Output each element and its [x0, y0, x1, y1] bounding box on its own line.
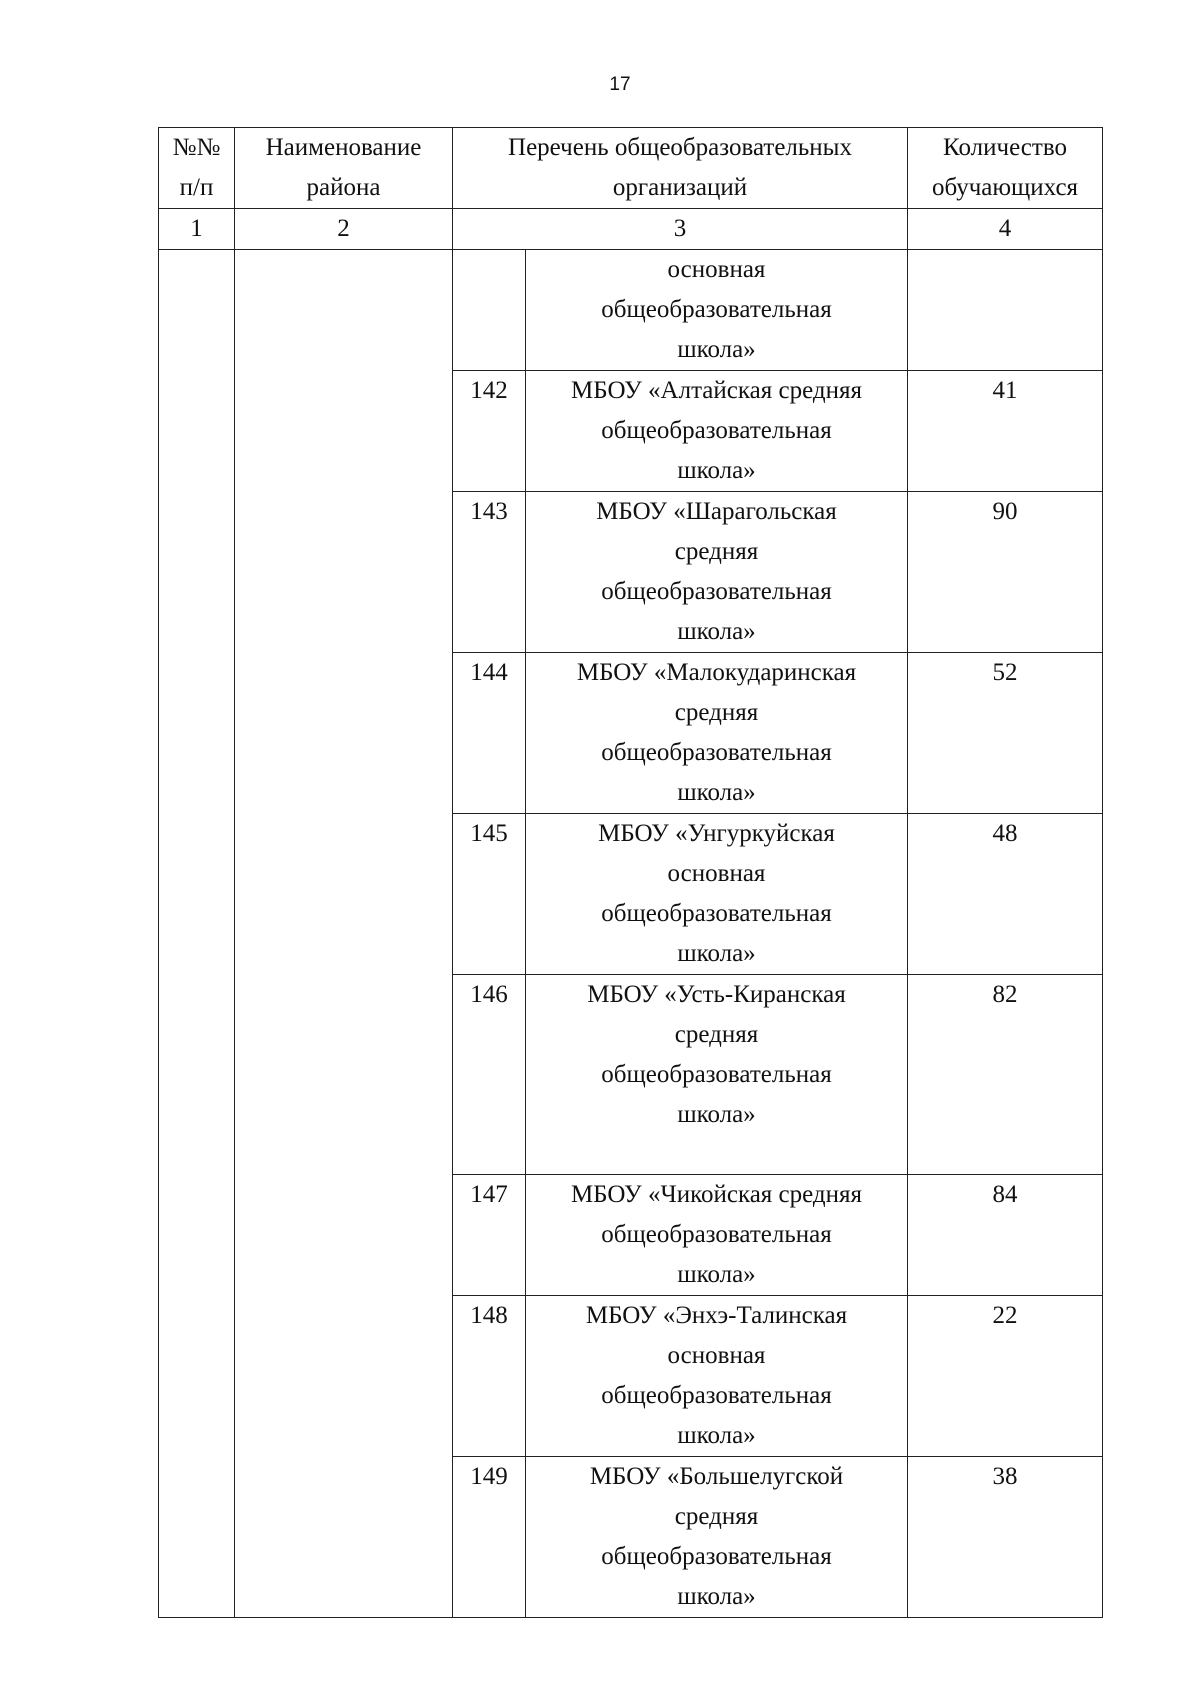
column-number-row	[159, 209, 1103, 250]
column-number: 4	[908, 209, 1103, 250]
header-student-count: Количество обучающихся	[908, 128, 1103, 209]
student-count	[908, 250, 1103, 371]
school-name: МБОУ «Энхэ-Талинская основная общеобразовательная школа»	[526, 1296, 908, 1457]
schools-table	[158, 127, 1103, 1618]
item-number: 142	[453, 371, 526, 492]
item-number: 145	[453, 814, 526, 975]
column-number: 1	[159, 209, 235, 250]
school-name: МБОУ «Усть-Киранская средняя общеобразовательная школа»	[526, 975, 908, 1175]
student-count: 38	[908, 1457, 1103, 1618]
school-name: МБОУ «Алтайская средняя общеобразовательная школа»	[526, 371, 908, 492]
column-number: 2	[235, 209, 453, 250]
row-number-cell-empty	[159, 250, 235, 1618]
student-count: 48	[908, 814, 1103, 975]
school-name: основная общеобразовательная школа»	[526, 250, 908, 371]
item-number: 144	[453, 653, 526, 814]
student-count: 82	[908, 975, 1103, 1175]
item-number: 149	[453, 1457, 526, 1618]
school-name: МБОУ «Большелугской средняя общеобразовательная школа»	[526, 1457, 908, 1618]
student-count: 52	[908, 653, 1103, 814]
header-district: Наименование района	[235, 128, 453, 209]
district-cell-empty	[235, 250, 453, 1618]
item-number: 146	[453, 975, 526, 1175]
header-number: №№ п/п	[159, 128, 235, 209]
item-number: 148	[453, 1296, 526, 1457]
school-name: МБОУ «Чикойская средняя общеобразовательная школа»	[526, 1175, 908, 1296]
item-number: 147	[453, 1175, 526, 1296]
student-count: 22	[908, 1296, 1103, 1457]
column-number: 3	[453, 209, 908, 250]
header-organizations: Перечень общеобразовательных организаций	[453, 128, 908, 209]
table-header-row	[159, 128, 1103, 209]
page-number: 17	[609, 74, 631, 95]
student-count: 84	[908, 1175, 1103, 1296]
school-name: МБОУ «Шарагольская средняя общеобразовательная школа»	[526, 492, 908, 653]
item-number-cell	[453, 250, 526, 371]
item-number: 143	[453, 492, 526, 653]
school-name: МБОУ «Малокударинская средняя общеобразовательная школа»	[526, 653, 908, 814]
student-count: 90	[908, 492, 1103, 653]
school-name: МБОУ «Унгуркуйская основная общеобразовательная школа»	[526, 814, 908, 975]
student-count: 41	[908, 371, 1103, 492]
table-row	[159, 250, 1103, 371]
